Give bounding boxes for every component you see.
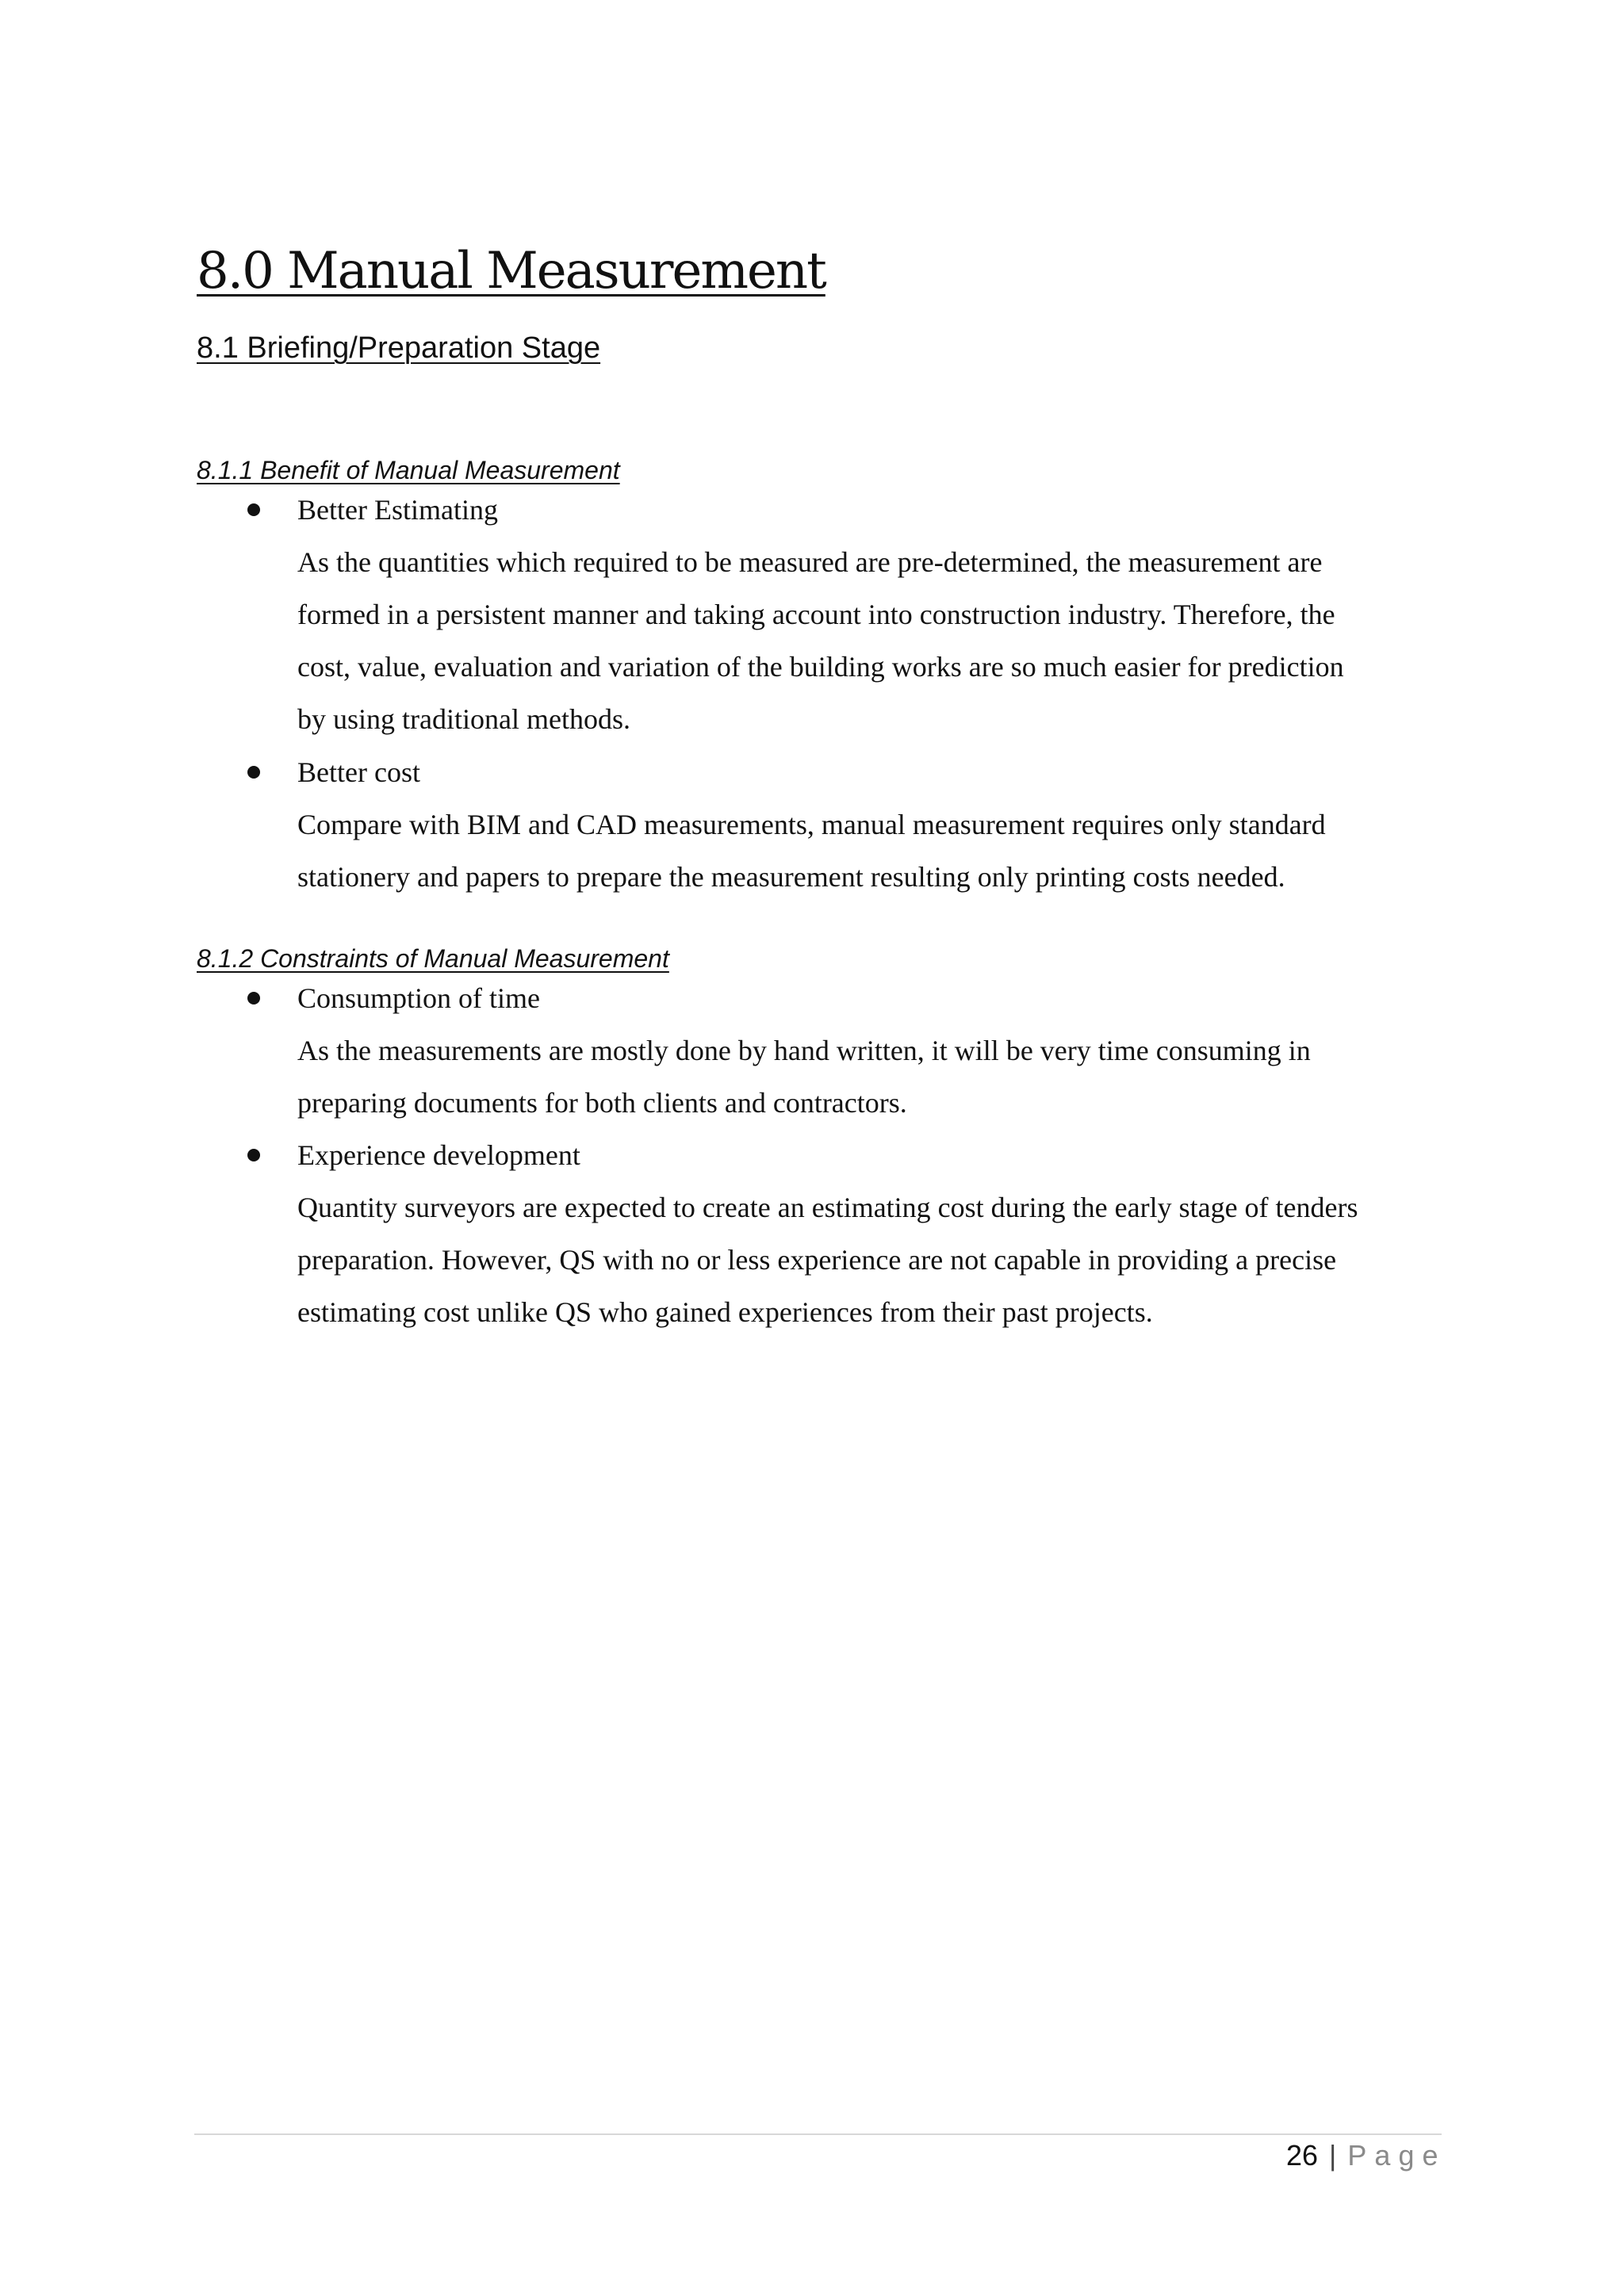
- list-item-paragraph: [297, 536, 1439, 745]
- paragraph-line: stationery and papers to prepare the measurement resulting only printing costs needed.: [297, 861, 1285, 893]
- bullet-icon: [247, 992, 260, 1004]
- paragraph-line: Quantity surveyors are expected to create an estimating cost during the early stage of tenders: [297, 1192, 1358, 1223]
- bullet-icon: [247, 766, 260, 779]
- page-word: Page: [1347, 2139, 1446, 2172]
- list-item-paragraph: [297, 798, 1439, 903]
- page-title: 8.0 Manual Measurement: [197, 242, 825, 300]
- list-item-title: Better cost: [297, 756, 420, 788]
- paragraph-line: formed in a persistent manner and taking account into construction industry. Therefore, the: [297, 599, 1335, 630]
- section-heading-constraints: 8.1.2 Constraints of Manual Measurement: [197, 944, 669, 973]
- paragraph-line: As the quantities which required to be measured are pre-determined, the measurement are: [297, 546, 1323, 578]
- paragraph-line: Compare with BIM and CAD measurements, manual measurement requires only standard: [297, 809, 1326, 840]
- section-heading-benefit: 8.1.1 Benefit of Manual Measurement: [197, 456, 620, 484]
- section-subtitle: 8.1 Briefing/Preparation Stage: [197, 331, 601, 365]
- paragraph-line: by using traditional methods.: [297, 703, 630, 735]
- paragraph-line: estimating cost unlike QS who gained experiences from their past projects.: [297, 1296, 1153, 1328]
- list-item-title: Experience development: [297, 1139, 580, 1171]
- list-item-title: Better Estimating: [297, 494, 498, 526]
- list-item-paragraph: [297, 1181, 1439, 1338]
- footer-divider: [194, 2133, 1442, 2135]
- list-item-paragraph: [297, 1024, 1439, 1129]
- bullet-icon: [247, 1149, 260, 1161]
- paragraph-line: preparation. However, QS with no or less experience are not capable in providing a precise: [297, 1244, 1337, 1276]
- page-number-separator: |: [1329, 2139, 1337, 2172]
- paragraph-line: As the measurements are mostly done by hand written, it will be very time consuming in: [297, 1035, 1311, 1066]
- page-number-value: 26: [1286, 2139, 1319, 2172]
- bullet-icon: [247, 503, 260, 516]
- page-number: [1286, 2136, 1446, 2175]
- list-item-title: Consumption of time: [297, 982, 540, 1014]
- paragraph-line: preparing documents for both clients and contractors.: [297, 1087, 907, 1119]
- paragraph-line: cost, value, evaluation and variation of the building works are so much easier for prediction: [297, 651, 1344, 683]
